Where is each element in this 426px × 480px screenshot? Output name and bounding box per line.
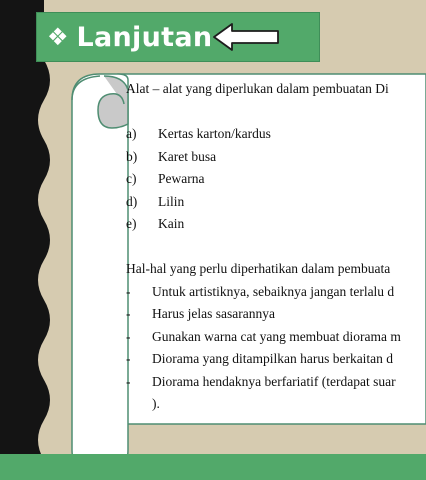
list-marker: -	[126, 328, 131, 344]
left-arrow-icon	[214, 24, 278, 50]
list-text: Untuk artistiknya, sebaiknya jangan terlalu d	[152, 283, 395, 299]
list-text: Gunakan warna cat yang membuat diorama m	[152, 328, 401, 344]
list-text: Kertas karton/kardus	[158, 126, 271, 141]
list-marker: c)	[126, 171, 137, 186]
list-marker: d)	[126, 193, 138, 209]
list-marker: -	[126, 351, 131, 366]
list-marker: -	[126, 373, 131, 389]
diamond-bullet-icon: ❖	[47, 23, 69, 51]
list-text: Karet busa	[158, 148, 217, 164]
list-text: Diorama yang ditampilkan harus berkaitan d	[152, 351, 394, 366]
tools-list	[126, 123, 426, 236]
list-item	[126, 348, 426, 371]
notes-list	[126, 281, 426, 416]
list-marker: e)	[126, 216, 137, 231]
list-text: Diorama hendaknya berfariatif (terdapat suar	[152, 373, 396, 389]
back-arrow-button[interactable]	[212, 22, 282, 52]
list-item	[126, 123, 426, 146]
list-item-continuation	[126, 393, 426, 416]
list-text: Pewarna	[158, 171, 205, 186]
scroll-content	[126, 78, 426, 416]
list-marker: -	[126, 306, 131, 321]
notes-heading: Hal-hal yang perlu diperhatikan dalam pembuata	[126, 261, 391, 276]
list-marker: b)	[126, 148, 138, 164]
list-item	[126, 371, 426, 394]
list-marker: -	[126, 283, 131, 299]
list-item	[126, 326, 426, 349]
footer-bar	[0, 454, 426, 480]
list-text: ).	[152, 396, 160, 411]
list-item	[126, 191, 426, 214]
list-text: Lilin	[158, 193, 185, 209]
list-item	[126, 213, 426, 236]
list-item	[126, 146, 426, 169]
list-item	[126, 168, 426, 191]
list-item	[126, 303, 426, 326]
list-text: Kain	[158, 216, 185, 231]
intro-text: Alat – alat yang diperlukan dalam pembuatan Di	[126, 81, 389, 96]
page-title: Lanjutan	[76, 21, 213, 53]
list-text: Harus jelas sasarannya	[152, 306, 275, 321]
list-marker: a)	[126, 126, 137, 141]
list-item	[126, 281, 426, 304]
